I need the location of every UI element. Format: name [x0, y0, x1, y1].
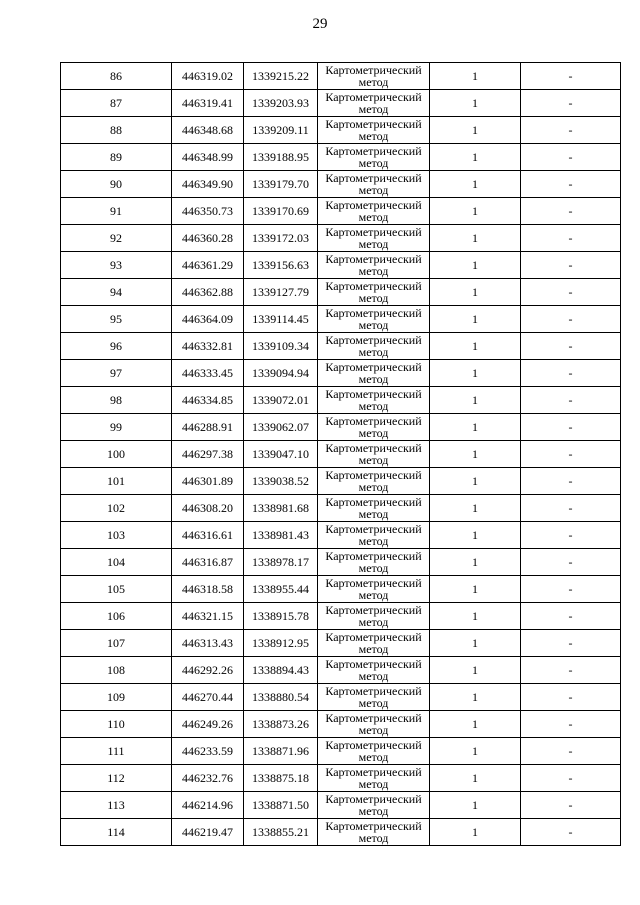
method-line-2: метод: [358, 749, 389, 764]
note-cell: -: [521, 522, 621, 549]
x-coordinate-cell: 446348.99: [172, 144, 244, 171]
point-number-cell: 104: [61, 549, 172, 576]
method-line-2: метод: [358, 155, 389, 170]
method-cell: [318, 144, 430, 171]
note-cell: -: [521, 630, 621, 657]
y-coordinate-cell: 1339062.07: [244, 414, 318, 441]
point-number-cell: 99: [61, 414, 172, 441]
point-number-cell: 101: [61, 468, 172, 495]
method-line-2: метод: [358, 317, 389, 332]
point-number-cell: 111: [61, 738, 172, 765]
page-number: 29: [312, 16, 328, 32]
table-row: [61, 63, 621, 90]
y-coordinate-cell: 1339179.70: [244, 171, 318, 198]
note-cell: -: [521, 549, 621, 576]
coordinates-table-body: [61, 63, 621, 846]
method-cell: [318, 63, 430, 90]
method-line-2: метод: [358, 587, 389, 602]
method-cell: [318, 711, 430, 738]
accuracy-cell: 1: [430, 117, 521, 144]
y-coordinate-cell: 1339114.45: [244, 306, 318, 333]
method-line-2: метод: [358, 398, 389, 413]
y-coordinate-cell: 1338871.96: [244, 738, 318, 765]
note-cell: -: [521, 90, 621, 117]
note-cell: -: [521, 117, 621, 144]
x-coordinate-cell: 446360.28: [172, 225, 244, 252]
y-coordinate-cell: 1339072.01: [244, 387, 318, 414]
point-number-cell: 108: [61, 657, 172, 684]
coordinates-table: [60, 62, 621, 846]
note-cell: -: [521, 738, 621, 765]
method-line-2: метод: [358, 452, 389, 467]
y-coordinate-cell: 1339156.63: [244, 252, 318, 279]
method-line-1: Картометрический: [325, 764, 422, 779]
accuracy-cell: 1: [430, 603, 521, 630]
y-coordinate-cell: 1339188.95: [244, 144, 318, 171]
x-coordinate-cell: 446316.87: [172, 549, 244, 576]
method-cell: [318, 279, 430, 306]
point-number-cell: 94: [61, 279, 172, 306]
note-cell: -: [521, 333, 621, 360]
method-line-1: Картометрический: [325, 413, 422, 428]
accuracy-cell: 1: [430, 333, 521, 360]
point-number-cell: 92: [61, 225, 172, 252]
method-line-1: Картометрический: [325, 521, 422, 536]
method-line-1: Картометрический: [325, 62, 422, 77]
method-line-2: метод: [358, 830, 389, 845]
method-cell: [318, 657, 430, 684]
accuracy-cell: 1: [430, 495, 521, 522]
method-line-2: метод: [358, 128, 389, 143]
accuracy-cell: 1: [430, 225, 521, 252]
note-cell: -: [521, 819, 621, 846]
table-row: [61, 711, 621, 738]
point-number-cell: 109: [61, 684, 172, 711]
x-coordinate-cell: 446321.15: [172, 603, 244, 630]
point-number-cell: 107: [61, 630, 172, 657]
method-line-2: метод: [358, 182, 389, 197]
method-line-2: метод: [358, 344, 389, 359]
method-cell: [318, 522, 430, 549]
accuracy-cell: 1: [430, 468, 521, 495]
note-cell: -: [521, 414, 621, 441]
x-coordinate-cell: 446249.26: [172, 711, 244, 738]
method-line-2: метод: [358, 371, 389, 386]
note-cell: -: [521, 279, 621, 306]
table-row: [61, 792, 621, 819]
accuracy-cell: 1: [430, 576, 521, 603]
note-cell: -: [521, 63, 621, 90]
method-cell: [318, 414, 430, 441]
method-line-1: Картометрический: [325, 251, 422, 266]
y-coordinate-cell: 1338875.18: [244, 765, 318, 792]
table-row: [61, 603, 621, 630]
note-cell: -: [521, 252, 621, 279]
y-coordinate-cell: 1339094.94: [244, 360, 318, 387]
note-cell: -: [521, 711, 621, 738]
method-line-1: Картометрический: [325, 89, 422, 104]
point-number-cell: 91: [61, 198, 172, 225]
point-number-cell: 95: [61, 306, 172, 333]
method-line-2: метод: [358, 479, 389, 494]
accuracy-cell: 1: [430, 819, 521, 846]
table-row: [61, 306, 621, 333]
x-coordinate-cell: 446332.81: [172, 333, 244, 360]
table-row: [61, 765, 621, 792]
table-row: [61, 657, 621, 684]
table-row: [61, 630, 621, 657]
table-row: [61, 819, 621, 846]
x-coordinate-cell: 446232.76: [172, 765, 244, 792]
method-line-2: метод: [358, 425, 389, 440]
y-coordinate-cell: 1339215.22: [244, 63, 318, 90]
y-coordinate-cell: 1339203.93: [244, 90, 318, 117]
accuracy-cell: 1: [430, 252, 521, 279]
table-row: [61, 387, 621, 414]
note-cell: -: [521, 495, 621, 522]
y-coordinate-cell: 1339047.10: [244, 441, 318, 468]
method-line-2: метод: [358, 614, 389, 629]
note-cell: -: [521, 603, 621, 630]
method-line-1: Картометрический: [325, 332, 422, 347]
method-cell: [318, 171, 430, 198]
method-line-1: Картометрический: [325, 656, 422, 671]
x-coordinate-cell: 446349.90: [172, 171, 244, 198]
x-coordinate-cell: 446350.73: [172, 198, 244, 225]
method-line-1: Картометрический: [325, 494, 422, 509]
table-row: [61, 279, 621, 306]
point-number-cell: 96: [61, 333, 172, 360]
accuracy-cell: 1: [430, 144, 521, 171]
accuracy-cell: 1: [430, 387, 521, 414]
table-row: [61, 441, 621, 468]
method-cell: [318, 306, 430, 333]
x-coordinate-cell: 446333.45: [172, 360, 244, 387]
table-row: [61, 738, 621, 765]
note-cell: -: [521, 576, 621, 603]
point-number-cell: 86: [61, 63, 172, 90]
method-line-2: метод: [358, 776, 389, 791]
method-line-1: Картометрический: [325, 170, 422, 185]
note-cell: -: [521, 306, 621, 333]
method-cell: [318, 684, 430, 711]
y-coordinate-cell: 1338912.95: [244, 630, 318, 657]
method-line-2: метод: [358, 668, 389, 683]
accuracy-cell: 1: [430, 792, 521, 819]
point-number-cell: 114: [61, 819, 172, 846]
table-row: [61, 117, 621, 144]
method-cell: [318, 441, 430, 468]
accuracy-cell: 1: [430, 738, 521, 765]
y-coordinate-cell: 1338871.50: [244, 792, 318, 819]
method-cell: [318, 765, 430, 792]
note-cell: -: [521, 387, 621, 414]
method-line-2: метод: [358, 101, 389, 116]
x-coordinate-cell: 446319.41: [172, 90, 244, 117]
method-line-1: Картометрический: [325, 467, 422, 482]
method-cell: [318, 252, 430, 279]
method-cell: [318, 468, 430, 495]
table-row: [61, 414, 621, 441]
point-number-cell: 113: [61, 792, 172, 819]
method-cell: [318, 738, 430, 765]
method-line-2: метод: [358, 533, 389, 548]
method-line-1: Картометрический: [325, 359, 422, 374]
point-number-cell: 93: [61, 252, 172, 279]
method-line-1: Картометрический: [325, 683, 422, 698]
table-row: [61, 252, 621, 279]
method-line-1: Картометрический: [325, 818, 422, 833]
note-cell: -: [521, 360, 621, 387]
y-coordinate-cell: 1338855.21: [244, 819, 318, 846]
method-line-1: Картометрический: [325, 386, 422, 401]
table-row: [61, 684, 621, 711]
y-coordinate-cell: 1338981.68: [244, 495, 318, 522]
point-number-cell: 90: [61, 171, 172, 198]
method-line-2: метод: [358, 560, 389, 575]
table-row: [61, 495, 621, 522]
note-cell: -: [521, 144, 621, 171]
method-cell: [318, 819, 430, 846]
table-row: [61, 468, 621, 495]
note-cell: -: [521, 765, 621, 792]
x-coordinate-cell: 446316.61: [172, 522, 244, 549]
x-coordinate-cell: 446288.91: [172, 414, 244, 441]
x-coordinate-cell: 446364.09: [172, 306, 244, 333]
point-number-cell: 87: [61, 90, 172, 117]
method-line-2: метод: [358, 236, 389, 251]
y-coordinate-cell: 1338955.44: [244, 576, 318, 603]
accuracy-cell: 1: [430, 306, 521, 333]
y-coordinate-cell: 1339127.79: [244, 279, 318, 306]
method-line-1: Картометрический: [325, 602, 422, 617]
x-coordinate-cell: 446313.43: [172, 630, 244, 657]
accuracy-cell: 1: [430, 549, 521, 576]
table-row: [61, 90, 621, 117]
point-number-cell: 89: [61, 144, 172, 171]
y-coordinate-cell: 1338915.78: [244, 603, 318, 630]
method-cell: [318, 387, 430, 414]
table-row: [61, 144, 621, 171]
method-line-1: Картометрический: [325, 278, 422, 293]
table-row: [61, 360, 621, 387]
x-coordinate-cell: 446361.29: [172, 252, 244, 279]
method-line-2: метод: [358, 506, 389, 521]
accuracy-cell: 1: [430, 657, 521, 684]
accuracy-cell: 1: [430, 171, 521, 198]
x-coordinate-cell: 446297.38: [172, 441, 244, 468]
y-coordinate-cell: 1338880.54: [244, 684, 318, 711]
method-line-1: Картометрический: [325, 548, 422, 563]
point-number-cell: 98: [61, 387, 172, 414]
method-cell: [318, 576, 430, 603]
note-cell: -: [521, 198, 621, 225]
accuracy-cell: 1: [430, 765, 521, 792]
y-coordinate-cell: 1339172.03: [244, 225, 318, 252]
point-number-cell: 112: [61, 765, 172, 792]
method-cell: [318, 117, 430, 144]
y-coordinate-cell: 1339209.11: [244, 117, 318, 144]
table-row: [61, 549, 621, 576]
method-line-2: метод: [358, 290, 389, 305]
method-line-1: Картометрический: [325, 791, 422, 806]
accuracy-cell: 1: [430, 414, 521, 441]
method-line-2: метод: [358, 695, 389, 710]
method-cell: [318, 333, 430, 360]
note-cell: -: [521, 225, 621, 252]
point-number-cell: 110: [61, 711, 172, 738]
method-line-1: Картометрический: [325, 143, 422, 158]
method-line-1: Картометрический: [325, 575, 422, 590]
method-cell: [318, 495, 430, 522]
method-line-2: метод: [358, 263, 389, 278]
accuracy-cell: 1: [430, 711, 521, 738]
accuracy-cell: 1: [430, 360, 521, 387]
point-number-cell: 88: [61, 117, 172, 144]
y-coordinate-cell: 1339170.69: [244, 198, 318, 225]
method-line-1: Картометрический: [325, 710, 422, 725]
note-cell: -: [521, 171, 621, 198]
method-cell: [318, 198, 430, 225]
y-coordinate-cell: 1339038.52: [244, 468, 318, 495]
method-line-1: Картометрический: [325, 440, 422, 455]
point-number-cell: 97: [61, 360, 172, 387]
method-cell: [318, 549, 430, 576]
x-coordinate-cell: 446214.96: [172, 792, 244, 819]
method-cell: [318, 225, 430, 252]
accuracy-cell: 1: [430, 90, 521, 117]
method-cell: [318, 792, 430, 819]
note-cell: -: [521, 792, 621, 819]
y-coordinate-cell: 1338873.26: [244, 711, 318, 738]
note-cell: -: [521, 468, 621, 495]
x-coordinate-cell: 446318.58: [172, 576, 244, 603]
table-row: [61, 333, 621, 360]
x-coordinate-cell: 446233.59: [172, 738, 244, 765]
y-coordinate-cell: 1338981.43: [244, 522, 318, 549]
table-row: [61, 198, 621, 225]
point-number-cell: 105: [61, 576, 172, 603]
method-cell: [318, 360, 430, 387]
x-coordinate-cell: 446292.26: [172, 657, 244, 684]
method-line-1: Картометрический: [325, 305, 422, 320]
accuracy-cell: 1: [430, 441, 521, 468]
x-coordinate-cell: 446301.89: [172, 468, 244, 495]
method-cell: [318, 630, 430, 657]
method-line-2: метод: [358, 74, 389, 89]
accuracy-cell: 1: [430, 522, 521, 549]
method-line-1: Картометрический: [325, 197, 422, 212]
method-line-2: метод: [358, 722, 389, 737]
x-coordinate-cell: 446270.44: [172, 684, 244, 711]
table-row: [61, 522, 621, 549]
x-coordinate-cell: 446334.85: [172, 387, 244, 414]
x-coordinate-cell: 446308.20: [172, 495, 244, 522]
note-cell: -: [521, 684, 621, 711]
y-coordinate-cell: 1338894.43: [244, 657, 318, 684]
method-line-1: Картометрический: [325, 224, 422, 239]
accuracy-cell: 1: [430, 684, 521, 711]
method-line-1: Картометрический: [325, 737, 422, 752]
accuracy-cell: 1: [430, 630, 521, 657]
point-number-cell: 106: [61, 603, 172, 630]
method-cell: [318, 90, 430, 117]
x-coordinate-cell: 446219.47: [172, 819, 244, 846]
table-row: [61, 576, 621, 603]
note-cell: -: [521, 441, 621, 468]
y-coordinate-cell: 1339109.34: [244, 333, 318, 360]
y-coordinate-cell: 1338978.17: [244, 549, 318, 576]
table-row: [61, 225, 621, 252]
accuracy-cell: 1: [430, 279, 521, 306]
x-coordinate-cell: 446362.88: [172, 279, 244, 306]
x-coordinate-cell: 446319.02: [172, 63, 244, 90]
accuracy-cell: 1: [430, 63, 521, 90]
method-line-2: метод: [358, 641, 389, 656]
accuracy-cell: 1: [430, 198, 521, 225]
point-number-cell: 102: [61, 495, 172, 522]
x-coordinate-cell: 446348.68: [172, 117, 244, 144]
method-line-2: метод: [358, 209, 389, 224]
point-number-cell: 100: [61, 441, 172, 468]
method-line-1: Картометрический: [325, 116, 422, 131]
note-cell: -: [521, 657, 621, 684]
method-line-2: метод: [358, 803, 389, 818]
point-number-cell: 103: [61, 522, 172, 549]
method-line-1: Картометрический: [325, 629, 422, 644]
table-row: [61, 171, 621, 198]
method-cell: [318, 603, 430, 630]
